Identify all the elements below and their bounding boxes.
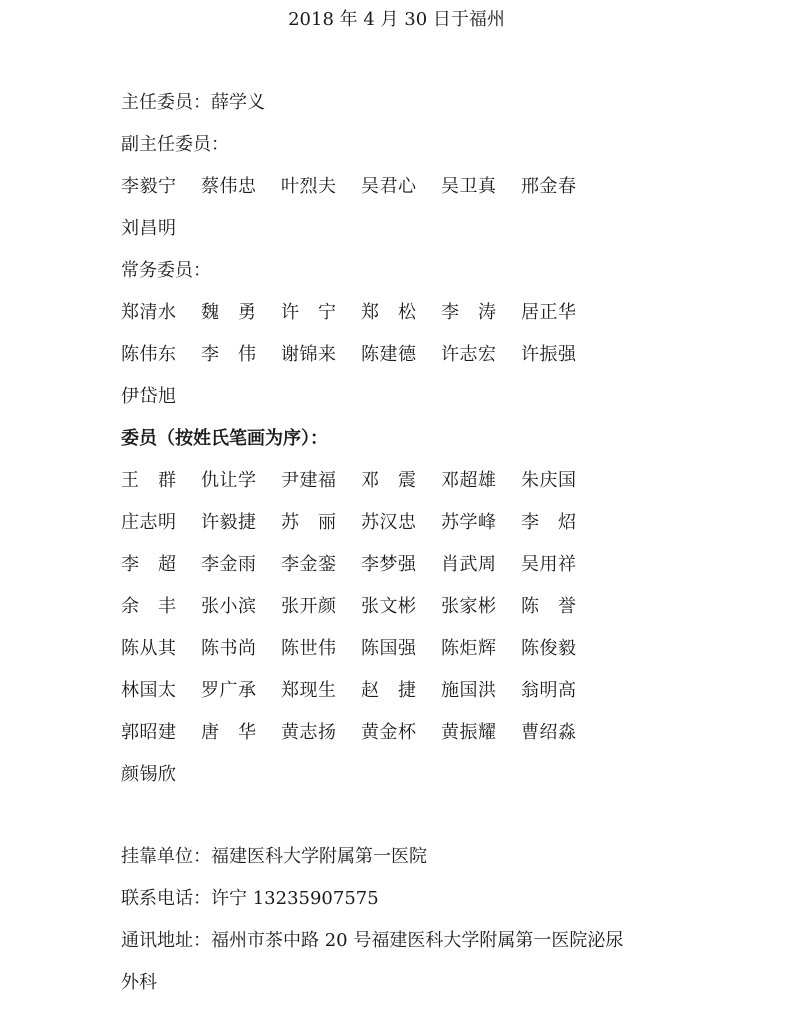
member-name: 朱庆国 <box>521 470 577 491</box>
member-name: 余 丰 <box>121 596 177 617</box>
member-name: 曹绍淼 <box>521 722 577 743</box>
address-label: 通讯地址： <box>121 930 211 951</box>
standing-member-row-3 <box>121 384 761 426</box>
address-line-continued: 外科 <box>121 972 157 993</box>
phone-value: 许宁 13235907575 <box>211 888 379 909</box>
affiliation-line <box>121 844 761 886</box>
member-name: 邢金春 <box>521 176 577 197</box>
member-name: 苏汉忠 <box>361 512 417 533</box>
member-name: 许志宏 <box>441 344 497 365</box>
member-name: 黄金杯 <box>361 722 417 743</box>
member-name: 陈炬辉 <box>441 638 497 659</box>
member-name: 吴君心 <box>361 176 417 197</box>
member-name: 李 炤 <box>521 512 577 533</box>
member-name: 陈世伟 <box>281 638 337 659</box>
chair-label: 主任委员： <box>121 92 211 113</box>
vice-chair-label: 副主任委员： <box>121 134 229 155</box>
member-name: 居正华 <box>521 302 577 323</box>
member-row-7 <box>121 720 761 762</box>
member-name: 仇让学 <box>201 470 257 491</box>
section-gap <box>121 804 761 844</box>
member-name: 赵 捷 <box>361 680 417 701</box>
member-name: 许振强 <box>521 344 577 365</box>
member-row-1 <box>121 468 761 510</box>
member-name: 许 宁 <box>281 302 337 323</box>
member-name: 李金雨 <box>201 554 257 575</box>
member-name: 李 涛 <box>441 302 497 323</box>
member-name: 罗广承 <box>201 680 257 701</box>
address-value: 福州市茶中路 20 号福建医科大学附属第一医院泌尿 <box>211 930 624 951</box>
member-name: 肖武周 <box>441 554 497 575</box>
member-name: 庄志明 <box>121 512 177 533</box>
member-name: 郑清水 <box>121 302 177 323</box>
member-name: 陈国强 <box>361 638 417 659</box>
member-name: 陈建德 <box>361 344 417 365</box>
member-name: 唐 华 <box>201 722 257 743</box>
member-row-6 <box>121 678 761 720</box>
vice-chair-row-1 <box>121 174 761 216</box>
member-name: 蔡伟忠 <box>201 176 257 197</box>
committee-list <box>121 90 761 1012</box>
member-name: 李金銮 <box>281 554 337 575</box>
member-name: 吴用祥 <box>521 554 577 575</box>
standing-member-label: 常务委员： <box>121 260 211 281</box>
phone-line <box>121 886 761 928</box>
phone-label: 联系电话： <box>121 888 211 909</box>
member-name: 张文彬 <box>361 596 417 617</box>
member-name: 张家彬 <box>441 596 497 617</box>
member-name: 林国太 <box>121 680 177 701</box>
member-name: 陈俊毅 <box>521 638 577 659</box>
member-name: 李 超 <box>121 554 177 575</box>
standing-member-row-2 <box>121 342 761 384</box>
member-row-8 <box>121 762 761 804</box>
member-name: 郭昭建 <box>121 722 177 743</box>
member-name: 谢锦来 <box>281 344 337 365</box>
member-name: 魏 勇 <box>201 302 257 323</box>
member-name: 陈书尚 <box>201 638 257 659</box>
member-name: 邓 震 <box>361 470 417 491</box>
member-name: 尹建福 <box>281 470 337 491</box>
member-name: 李毅宁 <box>121 176 177 197</box>
member-name: 苏学峰 <box>441 512 497 533</box>
standing-member-row-1 <box>121 300 761 342</box>
date-place-line: 2018 年 4 月 30 日于福州 <box>288 9 505 30</box>
member-name: 施国洪 <box>441 680 497 701</box>
members-label: 委员（按姓氏笔画为序）： <box>121 428 328 449</box>
chair-name: 薛学义 <box>211 92 265 113</box>
member-name: 李梦强 <box>361 554 417 575</box>
member-name: 李 伟 <box>201 344 257 365</box>
member-name: 黄振耀 <box>441 722 497 743</box>
member-row-5 <box>121 636 761 678</box>
member-name: 伊岱旭 <box>121 386 177 407</box>
member-name: 黄志扬 <box>281 722 337 743</box>
affiliation-label: 挂靠单位： <box>121 846 211 867</box>
member-row-2 <box>121 510 761 552</box>
chair-line <box>121 90 761 132</box>
member-name: 叶烈夫 <box>281 176 337 197</box>
member-name: 吴卫真 <box>441 176 497 197</box>
address-line <box>121 928 761 970</box>
member-row-3 <box>121 552 761 594</box>
member-name: 翁明高 <box>521 680 577 701</box>
member-name: 陈从其 <box>121 638 177 659</box>
member-name: 张开颜 <box>281 596 337 617</box>
member-name: 陈伟东 <box>121 344 177 365</box>
vice-chair-row-2 <box>121 216 761 258</box>
member-name: 陈 誉 <box>521 596 577 617</box>
member-name: 苏 丽 <box>281 512 337 533</box>
member-name: 邓超雄 <box>441 470 497 491</box>
member-row-4 <box>121 594 761 636</box>
member-name: 张小滨 <box>201 596 257 617</box>
member-name: 王 群 <box>121 470 177 491</box>
member-name: 郑现生 <box>281 680 337 701</box>
affiliation-value: 福建医科大学附属第一医院 <box>211 846 427 867</box>
member-name: 刘昌明 <box>121 218 177 239</box>
member-name: 郑 松 <box>361 302 417 323</box>
member-name: 颜锡欣 <box>121 764 177 785</box>
member-name: 许毅捷 <box>201 512 257 533</box>
